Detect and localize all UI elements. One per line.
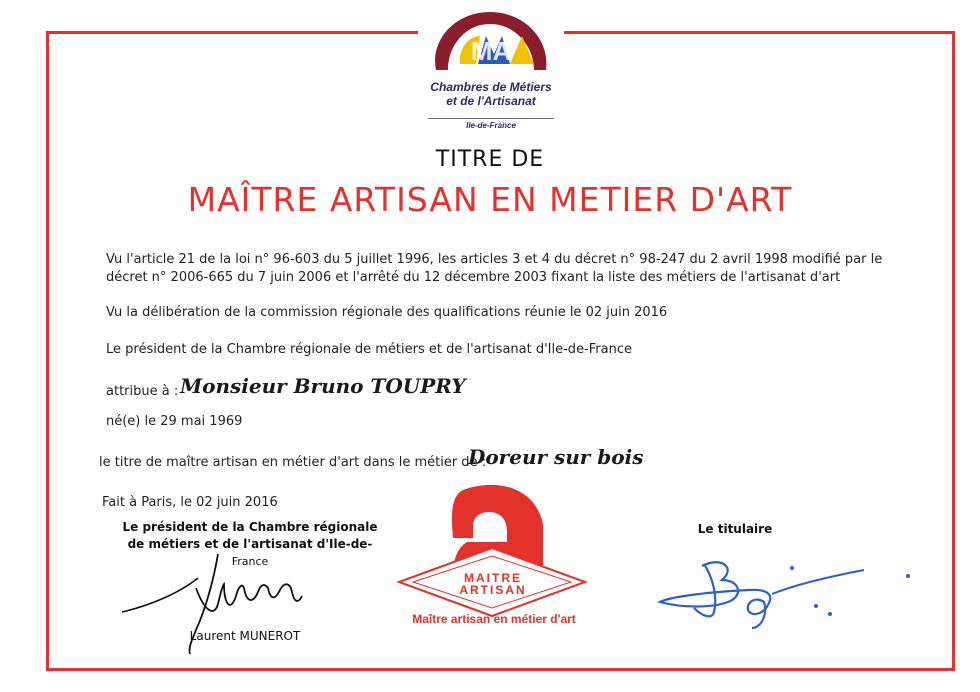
svg-text:MA: MA xyxy=(470,36,512,66)
logo-text: Chambres de Métiers et de l'Artisanat xyxy=(430,80,552,108)
logo-divider xyxy=(428,118,554,119)
metier-name: Doreur sur bois xyxy=(468,445,644,469)
cma-logo-mark xyxy=(430,10,552,74)
vu-deliberation-text: Vu la délibération de la commission régionale des qualifications réunie le 02 juin 2016 xyxy=(106,305,668,320)
recipient-name: Monsieur Bruno TOUPRY xyxy=(180,374,466,398)
titre-label: le titre de maître artisan en métier d'art dans le métier de : xyxy=(99,455,487,470)
president-name: Laurent MUNEROT xyxy=(189,629,301,643)
birth-date: né(e) le 29 mai 1969 xyxy=(106,414,243,429)
president-statement: Le président de la Chambre régionale de métiers et de l'artisanat d'Ile-de-France xyxy=(106,342,632,357)
emblem-diamond-text: MAITRE ARTISAN xyxy=(459,571,527,597)
emblem-caption: Maître artisan en métier d'art xyxy=(412,612,576,626)
certificate-title: MAÎTRE ARTISAN EN METIER D'ART xyxy=(187,180,793,219)
titre-de-heading: TITRE DE xyxy=(435,147,545,172)
vu-article-paragraph: Vu l'article 21 de la loi n° 96-603 du 5 juillet 1996, les articles 3 et 4 du décret n° 98-247 du 2 avril 1998 modifié par le décret n° 2006-665 du 7 juin 2006 et l'arrêté du 12 décembre 2003 fixant la liste des métiers de l'artisanat d'art xyxy=(106,252,883,285)
titulaire-signature xyxy=(652,556,922,636)
fait-a-date: Fait à Paris, le 02 juin 2016 xyxy=(102,495,278,510)
logo-region: Ile-de-France xyxy=(466,121,516,130)
titulaire-title: Le titulaire xyxy=(697,522,773,536)
attribue-label: attribue à : xyxy=(106,384,179,399)
president-signature-title: Le président de la Chambre régionale de métiers et de l'artisanat d'Ile-de- France xyxy=(122,520,378,568)
cma-logo xyxy=(418,8,564,132)
